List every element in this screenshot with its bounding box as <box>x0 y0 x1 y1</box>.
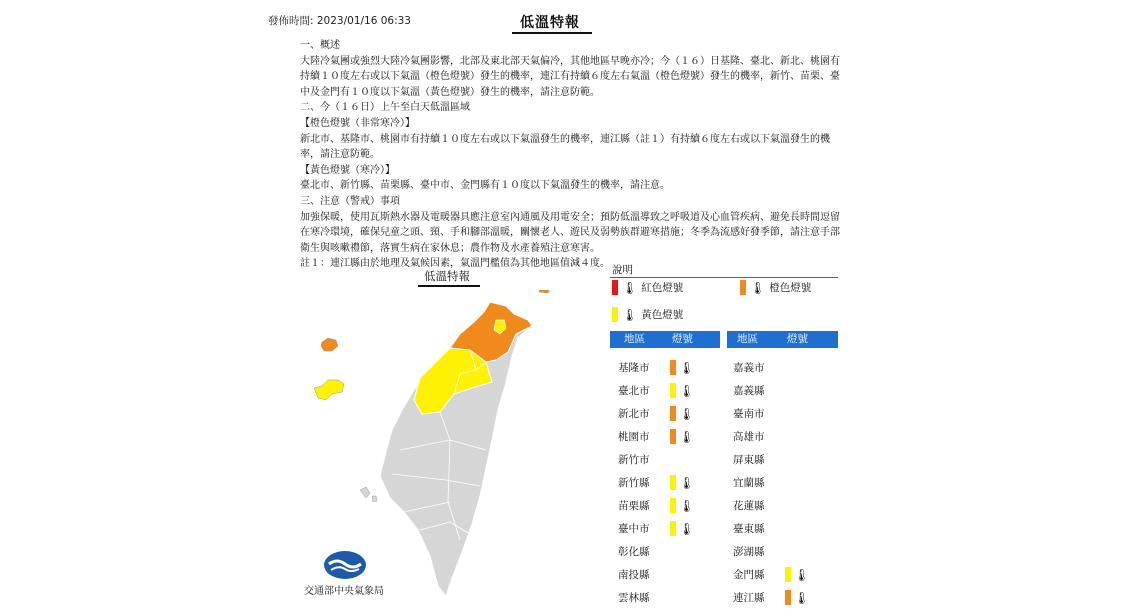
yellow-signal-swatch <box>670 475 676 490</box>
yellow-signal-swatch <box>670 521 676 536</box>
col-area: 地區 <box>737 333 758 345</box>
col-area: 地區 <box>624 333 645 345</box>
orange-heading: 【橙色燈號（非常寒冷）】 <box>300 117 415 129</box>
section-2-heading: 二、今（１６日）上午至白天低溫區域 <box>300 102 470 114</box>
region-row <box>618 379 694 402</box>
region-row <box>733 448 809 471</box>
thermometer-icon: 🌡 <box>679 475 695 490</box>
region-name: 宜蘭縣 <box>733 477 765 489</box>
region-name: 新竹縣 <box>618 477 650 489</box>
yellow-signal-swatch <box>785 567 791 582</box>
kinmen-islands-north <box>321 338 338 351</box>
region-name: 苗栗縣 <box>618 500 650 512</box>
section-1-text: 大陸冷氣團或強烈大陸冷氣團影響，北部及東北部天氣偏冷，其他地區早晚亦冷；今（１６）日基隆、臺北、新北、桃園有持續１０度左右或以下氣溫（橙色燈號）發生的機率，連江有持續６度左右氣溫（橙色燈號）發生的機率，新竹、苗栗、臺中及金門有１０度以下氣溫（黃色燈號）發生的機率，請注意防範。 <box>300 55 840 98</box>
region-name: 臺中市 <box>618 523 650 535</box>
region-name: 臺南市 <box>733 408 765 420</box>
region-row <box>733 402 809 425</box>
region-name: 屏東縣 <box>733 454 765 466</box>
yellow-signal-swatch <box>670 383 676 398</box>
region-name: 彰化縣 <box>618 546 650 558</box>
thermometer-icon: 🌡 <box>679 521 695 536</box>
region-row <box>733 425 809 448</box>
yellow-swatch <box>612 307 618 322</box>
cwb-logo-icon <box>323 550 367 580</box>
footnote: 註１：連江縣由於地理及氣候因素，氣溫門檻值為其他地區值減４度。 <box>300 258 610 270</box>
region-name: 臺東縣 <box>733 523 765 535</box>
thermometer-icon: 🌡 <box>750 280 766 295</box>
col-signal: 燈號 <box>672 333 693 345</box>
region-name: 雲林縣 <box>618 592 650 604</box>
kinmen-islands <box>314 380 344 400</box>
region-row <box>618 563 694 586</box>
region-name: 連江縣 <box>733 592 765 604</box>
region-name: 嘉義市 <box>733 362 765 374</box>
region-row <box>733 540 809 563</box>
legend-yellow <box>612 307 683 322</box>
legend-title: 說明 <box>612 264 633 276</box>
section-3-heading: 三、注意（警戒）事項 <box>300 195 400 207</box>
thermometer-icon: 🌡 <box>794 567 810 582</box>
thermometer-icon: 🌡 <box>679 360 695 375</box>
section-3-text: 加強保暖，使用瓦斯熱水器及電暖器具應注意室內通風及用電安全；預防低溫導致之呼吸道及心血管疾病、避免長時間逗留在寒冷環境，確保兒童之頭、頸、手和腳部溫暖，關懷老人、遊民及弱勢族群避寒措施；冬季為流感好發季節，請注意手部衛生與咳嗽禮節，落實生病在家休息；農作物及水產養殖注意寒害。 <box>300 211 840 254</box>
col-signal: 燈號 <box>787 333 808 345</box>
region-row <box>733 517 809 540</box>
orange-signal-swatch <box>785 590 791 605</box>
thermometer-icon: 🌡 <box>679 406 695 421</box>
region-name: 新竹市 <box>618 454 650 466</box>
legend-red <box>612 280 683 295</box>
thermometer-icon: 🌡 <box>679 429 695 444</box>
orange-signal-swatch <box>670 360 676 375</box>
orange-text: 新北市、基隆市、桃園市有持續１０度左右或以下氣溫發生的機率，連江縣（註１）有持續６度左右或以下氣溫發生的機率，請注意防範。 <box>300 133 830 161</box>
thermometer-icon: 🌡 <box>622 307 638 322</box>
region-row <box>733 494 809 517</box>
region-row <box>618 540 694 563</box>
thermometer-icon: 🌡 <box>794 590 810 605</box>
region-name: 金門縣 <box>733 569 765 581</box>
region-row <box>618 402 694 425</box>
region-row <box>733 379 809 402</box>
region-name: 南投縣 <box>618 569 650 581</box>
region-name: 澎湖縣 <box>733 546 765 558</box>
region-name: 嘉義縣 <box>733 385 765 397</box>
legend-orange-label: 橙色燈號 <box>769 282 812 294</box>
legend-yellow-label: 黃色燈號 <box>641 309 684 321</box>
region-row <box>733 586 809 609</box>
region-name: 花蓮縣 <box>733 500 765 512</box>
bulletin-body <box>300 38 845 272</box>
region-list-left <box>618 356 694 609</box>
region-name: 桃園市 <box>618 431 650 443</box>
issued-time: 發佈時間: 2023/01/16 06:33 <box>268 15 411 27</box>
legend-red-label: 紅色燈號 <box>641 282 684 294</box>
region-name: 臺北市 <box>618 385 650 397</box>
agency-name: 交通部中央氣象局 <box>304 586 384 597</box>
region-row <box>618 471 694 494</box>
orange-signal-swatch <box>670 406 676 421</box>
yellow-signal-swatch <box>670 498 676 513</box>
thermometer-icon: 🌡 <box>622 280 638 295</box>
legend-orange <box>740 280 811 295</box>
region-row <box>618 356 694 379</box>
region-row <box>618 586 694 609</box>
table-header-left <box>610 331 720 348</box>
map-title: 低溫特報 <box>424 269 470 283</box>
region-row <box>618 517 694 540</box>
red-swatch <box>612 280 618 295</box>
table-header-right <box>727 331 838 348</box>
thermometer-icon: 🌡 <box>679 498 695 513</box>
title-underline <box>512 32 592 34</box>
region-row <box>733 471 809 494</box>
map-title-underline <box>418 285 480 287</box>
region-row <box>733 563 809 586</box>
region-name: 高雄市 <box>733 431 765 443</box>
region-row <box>618 448 694 471</box>
legend-divider <box>610 277 838 278</box>
yellow-text: 臺北市、新竹縣、苗栗縣、臺中市、金門縣有１０度以下氣溫發生的機率，請注意。 <box>300 180 670 192</box>
region-name: 新北市 <box>618 408 650 420</box>
orange-signal-swatch <box>670 429 676 444</box>
region-list-right <box>733 356 809 609</box>
region-row <box>618 494 694 517</box>
yellow-heading: 【黃色燈號（寒冷）】 <box>300 164 395 176</box>
orange-swatch <box>740 280 746 295</box>
region-name: 基隆市 <box>618 362 650 374</box>
section-1-heading: 一、概述 <box>300 40 340 51</box>
page-title: 低溫特報 <box>520 15 580 31</box>
region-row <box>733 356 809 379</box>
matsu-islands <box>539 290 550 293</box>
region-row <box>618 425 694 448</box>
penghu-islands <box>360 487 377 502</box>
thermometer-icon: 🌡 <box>679 383 695 398</box>
